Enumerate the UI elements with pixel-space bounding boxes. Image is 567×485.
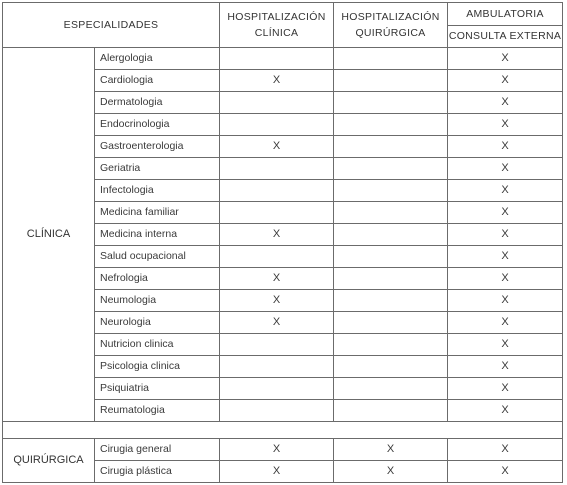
hosp-quirurgica-mark bbox=[334, 312, 448, 334]
hosp-quirurgica-mark bbox=[334, 356, 448, 378]
ambulatoria-mark: X bbox=[448, 114, 563, 136]
hosp-quirurgica-mark: X bbox=[334, 439, 448, 461]
hosp-clinica-mark bbox=[220, 158, 334, 180]
hosp-quirurgica-mark bbox=[334, 378, 448, 400]
hosp-clinica-mark: X bbox=[220, 439, 334, 461]
specialty-name: Reumatologia bbox=[95, 400, 220, 422]
hosp-quirurgica-mark bbox=[334, 92, 448, 114]
hosp-clinica-mark: X bbox=[220, 312, 334, 334]
specialty-name: Cirugia plástica bbox=[95, 461, 220, 483]
header-hospitalizacion-quirurgica bbox=[334, 3, 448, 48]
ambulatoria-mark: X bbox=[448, 268, 563, 290]
ambulatoria-mark: X bbox=[448, 461, 563, 483]
table-body bbox=[3, 48, 563, 483]
hosp-quirurgica-mark bbox=[334, 70, 448, 92]
hosp-clinica-mark: X bbox=[220, 461, 334, 483]
hosp-quirurgica-mark bbox=[334, 400, 448, 422]
hosp-clinica-mark bbox=[220, 400, 334, 422]
ambulatoria-mark: X bbox=[448, 400, 563, 422]
group-label: CLÍNICA bbox=[3, 48, 95, 422]
ambulatoria-mark: X bbox=[448, 202, 563, 224]
specialty-name: Psiquiatria bbox=[95, 378, 220, 400]
hosp-quirurgica-mark bbox=[334, 334, 448, 356]
hosp-quirurgica-mark bbox=[334, 136, 448, 158]
ambulatoria-mark: X bbox=[448, 334, 563, 356]
header-hc-line2: CLÍNICA bbox=[254, 27, 299, 39]
hosp-quirurgica-mark bbox=[334, 114, 448, 136]
hosp-clinica-mark: X bbox=[220, 268, 334, 290]
header-consulta-externa: CONSULTA EXTERNA bbox=[448, 26, 563, 48]
ambulatoria-mark: X bbox=[448, 378, 563, 400]
specialty-name: Dermatologia bbox=[95, 92, 220, 114]
specialty-name: Medicina interna bbox=[95, 224, 220, 246]
hosp-quirurgica-mark bbox=[334, 48, 448, 70]
ambulatoria-mark: X bbox=[448, 224, 563, 246]
ambulatoria-mark: X bbox=[448, 290, 563, 312]
specialty-name: Geriatria bbox=[95, 158, 220, 180]
hosp-quirurgica-mark bbox=[334, 290, 448, 312]
hosp-quirurgica-mark bbox=[334, 246, 448, 268]
ambulatoria-mark: X bbox=[448, 70, 563, 92]
ambulatoria-mark: X bbox=[448, 92, 563, 114]
specialties-table bbox=[2, 2, 563, 483]
hosp-quirurgica-mark bbox=[334, 268, 448, 290]
header-especialidades: ESPECIALIDADES bbox=[3, 3, 220, 48]
specialty-name: Gastroenterologia bbox=[95, 136, 220, 158]
header-ambulatoria: AMBULATORIA bbox=[448, 3, 563, 26]
ambulatoria-mark: X bbox=[448, 439, 563, 461]
hosp-clinica-mark bbox=[220, 334, 334, 356]
hosp-clinica-mark bbox=[220, 114, 334, 136]
hosp-quirurgica-mark bbox=[334, 180, 448, 202]
table-row bbox=[3, 48, 563, 70]
ambulatoria-mark: X bbox=[448, 180, 563, 202]
specialty-name: Endocrinologia bbox=[95, 114, 220, 136]
specialty-name: Alergologia bbox=[95, 48, 220, 70]
specialty-name: Cardiologia bbox=[95, 70, 220, 92]
ambulatoria-mark: X bbox=[448, 246, 563, 268]
hosp-clinica-mark bbox=[220, 378, 334, 400]
specialty-name: Neumologia bbox=[95, 290, 220, 312]
hosp-clinica-mark bbox=[220, 92, 334, 114]
hosp-clinica-mark: X bbox=[220, 136, 334, 158]
hosp-clinica-mark bbox=[220, 48, 334, 70]
specialty-name: Neurologia bbox=[95, 312, 220, 334]
specialty-name: Psicologia clinica bbox=[95, 356, 220, 378]
hosp-clinica-mark: X bbox=[220, 70, 334, 92]
hosp-clinica-mark bbox=[220, 246, 334, 268]
hosp-quirurgica-mark bbox=[334, 158, 448, 180]
specialty-name: Medicina familiar bbox=[95, 202, 220, 224]
specialty-name: Nutricion clinica bbox=[95, 334, 220, 356]
group-spacer-row bbox=[3, 422, 563, 439]
table-row bbox=[3, 439, 563, 461]
ambulatoria-mark: X bbox=[448, 312, 563, 334]
hosp-clinica-mark bbox=[220, 180, 334, 202]
spacer-cell bbox=[3, 422, 563, 439]
hosp-clinica-mark: X bbox=[220, 224, 334, 246]
header-hq-line1: HOSPITALIZACIÓN bbox=[341, 10, 440, 23]
hosp-quirurgica-mark bbox=[334, 224, 448, 246]
ambulatoria-mark: X bbox=[448, 136, 563, 158]
specialty-name: Salud ocupacional bbox=[95, 246, 220, 268]
hosp-clinica-mark bbox=[220, 356, 334, 378]
specialty-name: Cirugia general bbox=[95, 439, 220, 461]
ambulatoria-mark: X bbox=[448, 48, 563, 70]
header-hq-line2: QUIRÚRGICA bbox=[355, 27, 426, 39]
hosp-quirurgica-mark: X bbox=[334, 461, 448, 483]
hosp-clinica-mark: X bbox=[220, 290, 334, 312]
group-label: QUIRÚRGICA bbox=[3, 439, 95, 483]
header-hospitalizacion-clinica bbox=[220, 3, 334, 48]
ambulatoria-mark: X bbox=[448, 356, 563, 378]
ambulatoria-mark: X bbox=[448, 158, 563, 180]
specialty-name: Nefrologia bbox=[95, 268, 220, 290]
header-hc-line1: HOSPITALIZACIÓN bbox=[227, 10, 326, 23]
hosp-quirurgica-mark bbox=[334, 202, 448, 224]
hosp-clinica-mark bbox=[220, 202, 334, 224]
specialty-name: Infectologia bbox=[95, 180, 220, 202]
